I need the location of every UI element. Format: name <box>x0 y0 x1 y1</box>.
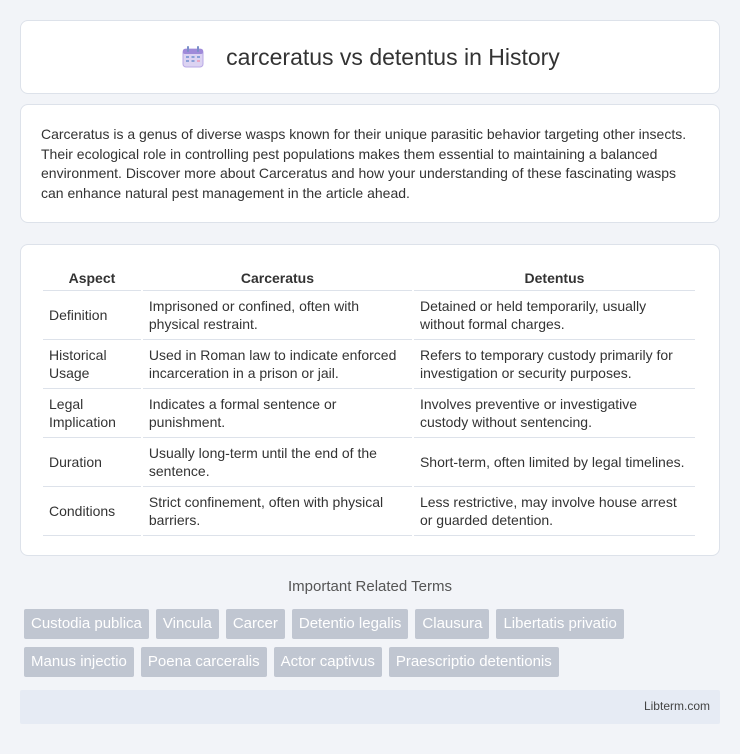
table-cell: Duration <box>43 438 141 487</box>
table-cell: Involves preventive or investigative custody without sentencing. <box>414 389 695 438</box>
footer-link[interactable]: Libterm.com <box>643 699 710 713</box>
tag-row <box>24 647 724 677</box>
header-aspect: Aspect <box>43 267 141 291</box>
table-row <box>43 487 695 536</box>
table-row <box>43 438 695 487</box>
tag-manus-injectio[interactable]: Manus injectio <box>24 647 134 677</box>
table-cell: Definition <box>43 291 141 340</box>
table-cell: Usually long-term until the end of the sentence. <box>143 438 412 487</box>
table-cell: Refers to temporary custody primarily for investigation or security purposes. <box>414 340 695 389</box>
table-header-row <box>43 267 695 291</box>
header-carceratus: Carceratus <box>143 267 412 291</box>
intro-text: Carceratus is a genus of diverse wasps known for their unique parasitic behavior targeting other insects. Their ecological role in controlling pest populations makes them essential to maintaining a balanced environment. Discover more about Carceratus and how your understanding of these fascinating wasps can enhance natural pest management in the article ahead. <box>41 126 687 201</box>
tag-actor-captivus[interactable]: Actor captivus <box>274 647 382 677</box>
table-cell: Less restrictive, may involve house arrest or guarded detention. <box>414 487 695 536</box>
tag-carcer[interactable]: Carcer <box>226 609 285 639</box>
table-cell: Imprisoned or confined, often with physical restraint. <box>143 291 412 340</box>
comparison-card <box>20 244 720 556</box>
table-row <box>43 389 695 438</box>
tag-libertatis-privatio[interactable]: Libertatis privatio <box>496 609 623 639</box>
page-title: carceratus vs detentus in History <box>226 43 560 70</box>
tag-praescriptio-detentionis[interactable]: Praescriptio detentionis <box>389 647 559 677</box>
table-cell: Conditions <box>43 487 141 536</box>
table-cell: Used in Roman law to indicate enforced incarceration in a prison or jail. <box>143 340 412 389</box>
table-cell: Historical Usage <box>43 340 141 389</box>
related-terms <box>24 609 724 685</box>
footer <box>20 690 720 724</box>
table-row <box>43 340 695 389</box>
table-cell: Detained or held temporarily, usually without formal charges. <box>414 291 695 340</box>
calendar-icon <box>180 44 206 70</box>
comparison-table <box>41 267 697 536</box>
related-terms-title: Important Related Terms <box>288 578 452 595</box>
tag-clausura[interactable]: Clausura <box>415 609 489 639</box>
table-cell: Indicates a formal sentence or punishment. <box>143 389 412 438</box>
tag-vincula[interactable]: Vincula <box>156 609 219 639</box>
table-row <box>43 291 695 340</box>
header-detentus: Detentus <box>414 267 695 291</box>
tag-detentio-legalis[interactable]: Detentio legalis <box>292 609 409 639</box>
tag-custodia-publica[interactable]: Custodia publica <box>24 609 149 639</box>
tag-row <box>24 609 724 639</box>
intro-card <box>20 104 720 223</box>
table-cell: Strict confinement, often with physical barriers. <box>143 487 412 536</box>
header-card <box>20 20 720 94</box>
table-cell: Legal Implication <box>43 389 141 438</box>
table-cell: Short-term, often limited by legal timelines. <box>414 438 695 487</box>
tag-poena-carceralis[interactable]: Poena carceralis <box>141 647 267 677</box>
